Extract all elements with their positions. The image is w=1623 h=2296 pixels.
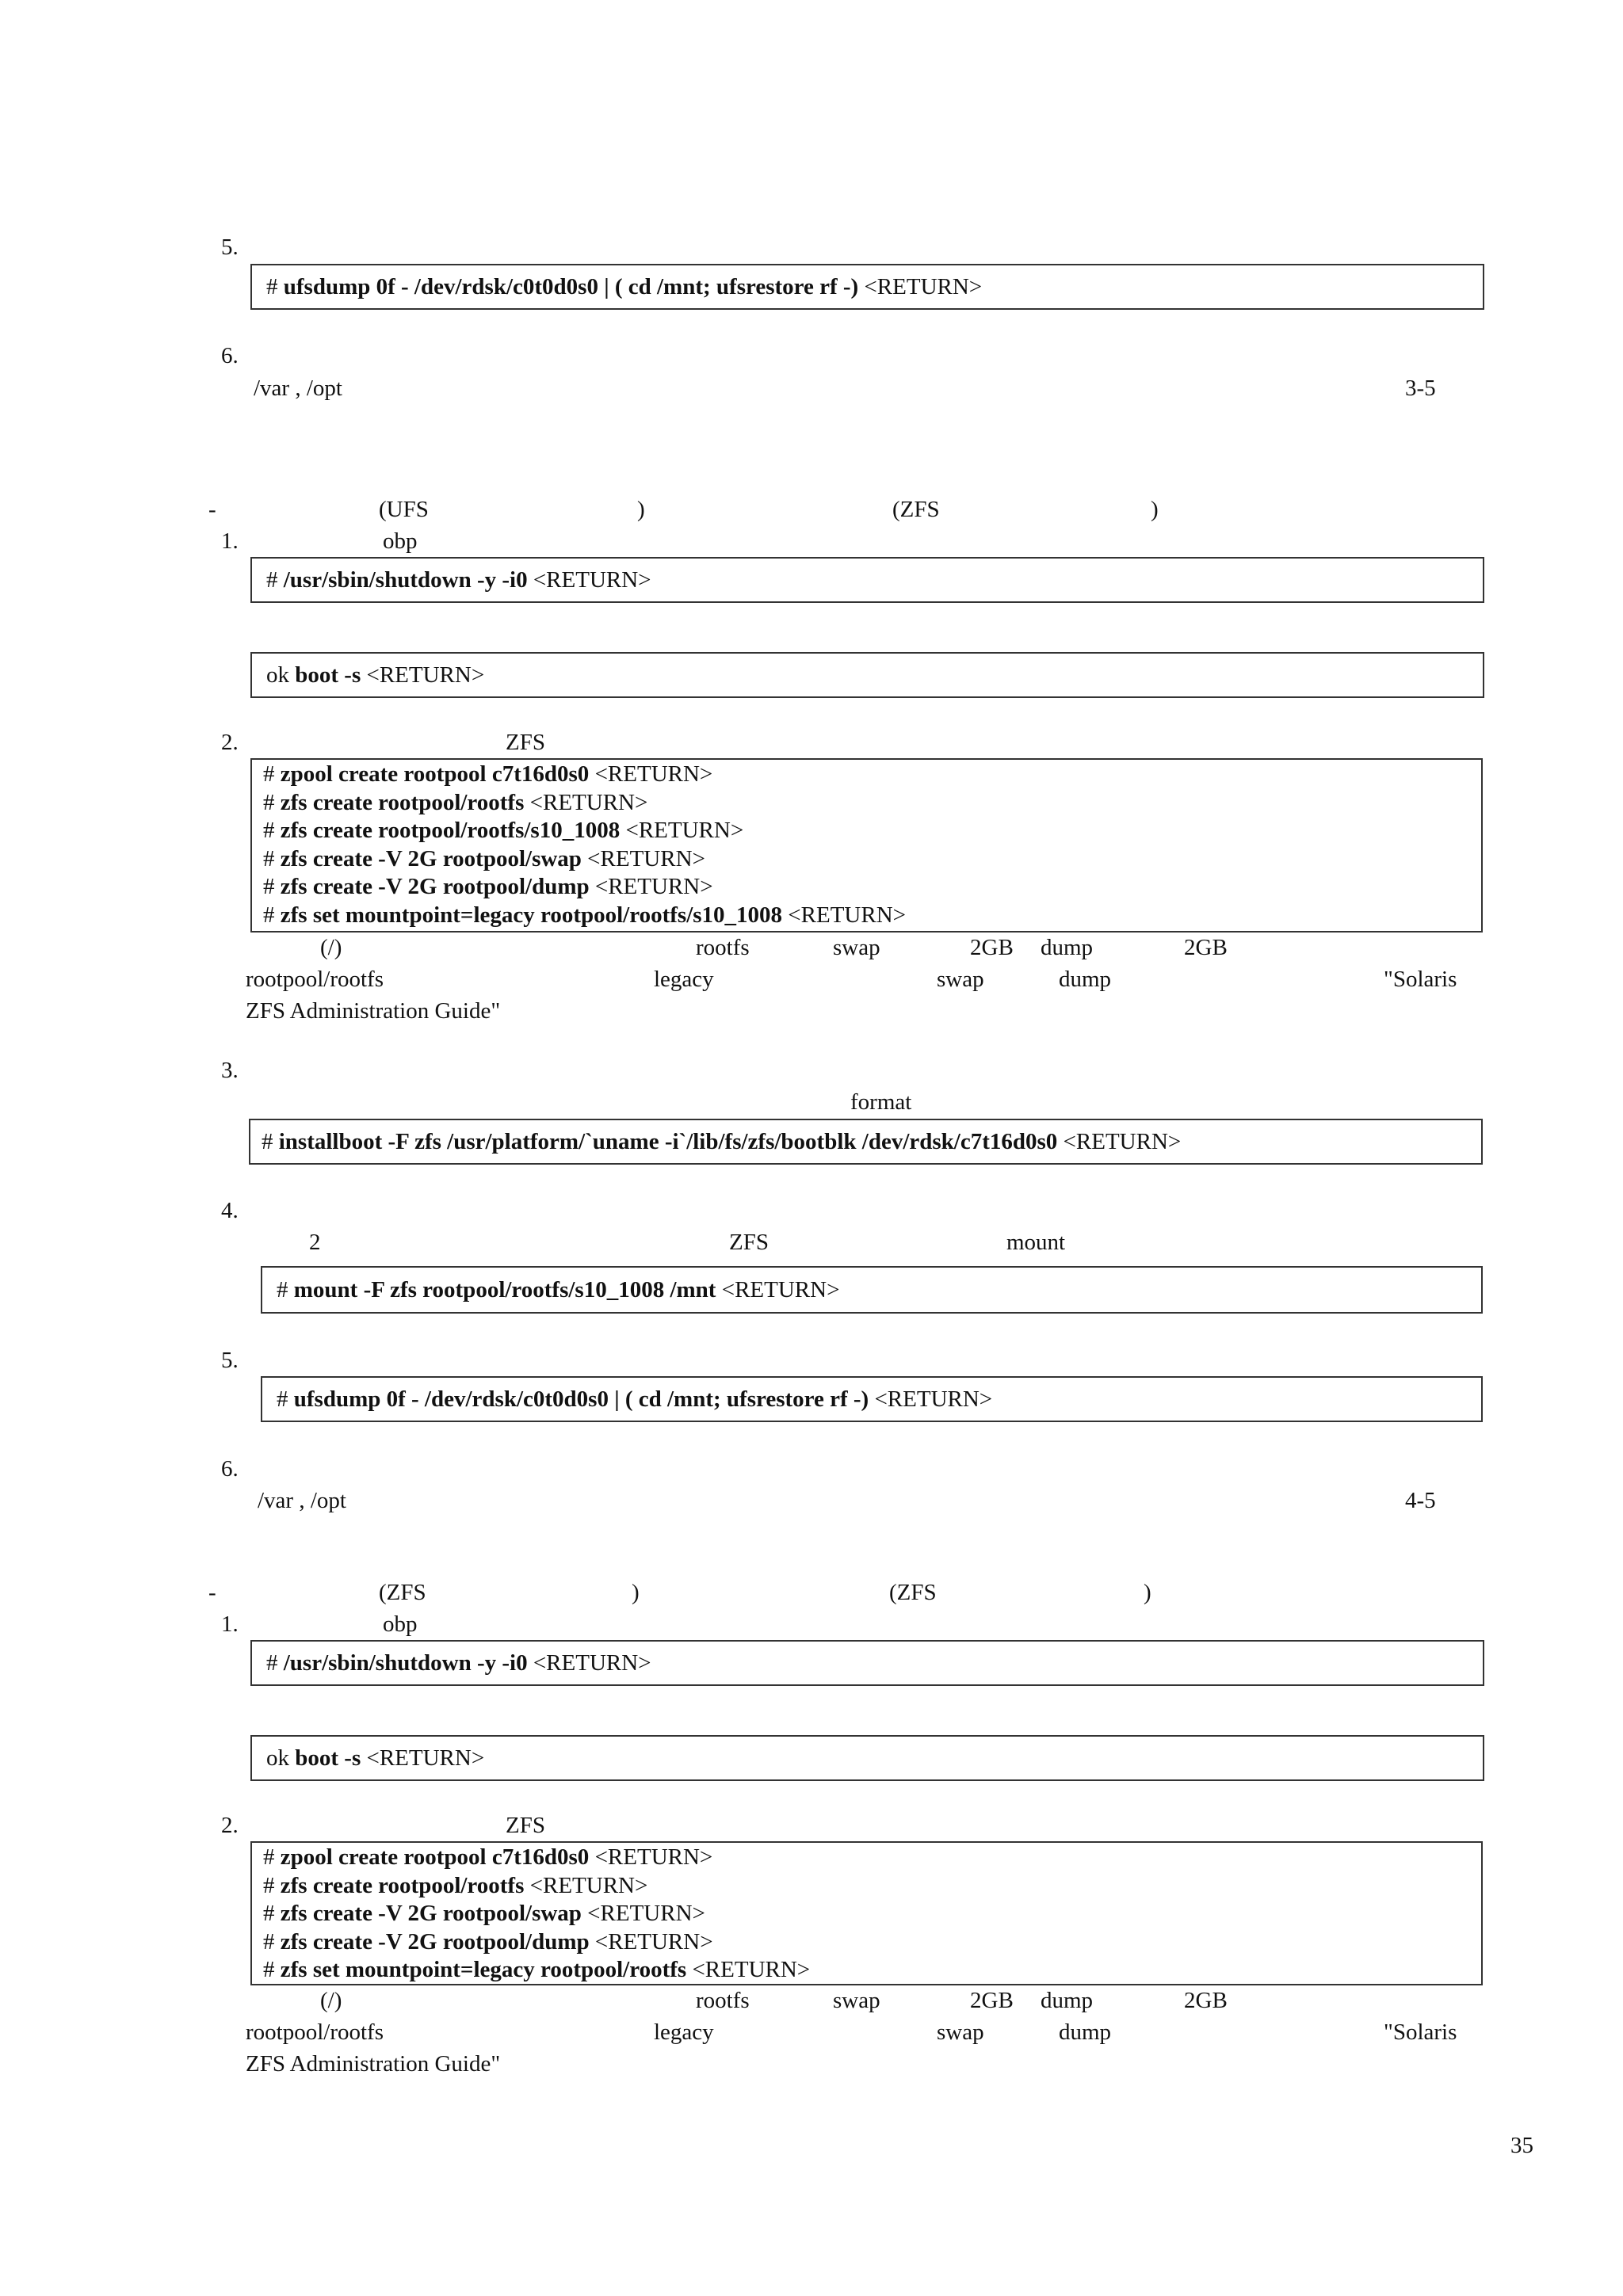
note-text: 2GB (970, 935, 1014, 960)
note-text: dump (1059, 967, 1112, 992)
note-text: dump (1059, 2019, 1112, 2045)
note-text: ZFS Administration Guide" (246, 998, 501, 1024)
return-key: <RETURN> (527, 567, 651, 593)
command-block (250, 758, 1483, 933)
command-text: /usr/sbin/shutdown -y -i0 (283, 1650, 528, 1676)
command-line: # zfs create -V 2G rootpool/dump <RETURN> (263, 874, 713, 899)
heading-paren: ) (1151, 497, 1159, 522)
note-text: rootpool/rootfs (246, 2019, 384, 2045)
prompt: # (277, 1386, 294, 1412)
command-line: # zfs create rootpool/rootfs/s10_1008 <RETURN> (263, 818, 744, 843)
note-text: "Solaris (1384, 967, 1457, 992)
command-text: mount -F zfs rootpool/rootfs/s10_1008 /mnt (293, 1277, 716, 1302)
command-text: boot -s (295, 1745, 361, 1771)
return-key: <RETURN> (361, 662, 485, 688)
return-key: <RETURN> (527, 1650, 651, 1676)
command-box (261, 1376, 1483, 1422)
note-text: swap (937, 2019, 984, 2045)
step-label: ZFS (506, 730, 545, 755)
heading-paren: ) (632, 1580, 640, 1605)
reference-text: 3-5 (1405, 376, 1436, 401)
prompt: ok (266, 1745, 296, 1771)
command-line: # zfs create -V 2G rootpool/swap <RETURN> (263, 1901, 705, 1926)
step-number: 3. (221, 1058, 239, 1083)
path-text: /var , /opt (254, 376, 342, 401)
note-text: (/) (320, 935, 342, 960)
note-text: swap (833, 1988, 880, 2013)
step-number: 6. (221, 1456, 239, 1482)
step-number: 2. (221, 730, 239, 755)
heading-from: (UFS (379, 497, 429, 522)
section-dash: - (208, 1580, 216, 1605)
section-dash: - (208, 497, 216, 522)
heading-from: (ZFS (379, 1580, 426, 1605)
path-text: /var , /opt (258, 1488, 346, 1513)
command-box (250, 557, 1484, 603)
prompt: # (277, 1277, 294, 1302)
page-number: 35 (1510, 2133, 1533, 2158)
step-label: format (850, 1089, 912, 1115)
note-text: legacy (654, 2019, 714, 2045)
note-text: 2GB (970, 1988, 1014, 2013)
step-number: 1. (221, 1611, 239, 1637)
command-box (250, 1735, 1484, 1781)
step-number: 4. (221, 1198, 239, 1223)
command-text: boot -s (295, 662, 361, 688)
note-text: 2GB (1184, 935, 1228, 960)
step-number: 6. (221, 343, 239, 368)
note-text: swap (937, 967, 984, 992)
command-text: /usr/sbin/shutdown -y -i0 (283, 567, 528, 593)
note-text: ZFS Administration Guide" (246, 2051, 501, 2077)
step-number: 5. (221, 235, 239, 260)
command-box (250, 652, 1484, 698)
command-line: # zfs set mountpoint=legacy rootpool/rootfs <RETURN> (263, 1957, 811, 1982)
note-text: dump (1041, 935, 1094, 960)
command-line: # zfs set mountpoint=legacy rootpool/rootfs/s10_1008 <RETURN> (263, 902, 907, 928)
note-text: dump (1041, 1988, 1094, 2013)
prompt: # (266, 274, 284, 299)
command-line: # zpool create rootpool c7t16d0s0 <RETURN> (263, 1844, 713, 1870)
command-box (249, 1119, 1483, 1165)
command-text: installboot -F zfs /usr/platform/`uname -i`/lib/fs/zfs/bootblk /dev/rdsk/c7t16d0s0 (278, 1129, 1058, 1154)
reference-text: 4-5 (1405, 1488, 1436, 1513)
prompt: # (262, 1129, 279, 1154)
command-box (261, 1266, 1483, 1314)
command-box (250, 264, 1484, 310)
heading-to: (ZFS (889, 1580, 937, 1605)
command-text: ufsdump 0f - /dev/rdsk/c0t0d0s0 | ( cd /mnt; ufsrestore rf -) (283, 274, 859, 299)
command-line: # zfs create -V 2G rootpool/swap <RETURN> (263, 845, 705, 871)
return-key: <RETURN> (716, 1277, 840, 1302)
command-line: # zfs create rootpool/rootfs <RETURN> (263, 1872, 648, 1898)
step-label: obp (383, 1611, 418, 1637)
step-text: 2 (309, 1230, 321, 1255)
prompt: # (266, 567, 284, 593)
command-line: # zfs create rootpool/rootfs <RETURN> (263, 789, 648, 815)
step-number: 2. (221, 1813, 239, 1838)
note-text: rootfs (696, 1988, 750, 2013)
return-key: <RETURN> (858, 274, 983, 299)
note-text: rootpool/rootfs (246, 967, 384, 992)
step-label: obp (383, 528, 418, 554)
note-text: 2GB (1184, 1988, 1228, 2013)
note-text: swap (833, 935, 880, 960)
prompt: # (266, 1650, 284, 1676)
heading-paren: ) (637, 497, 645, 522)
command-text: ufsdump 0f - /dev/rdsk/c0t0d0s0 | ( cd /mnt; ufsrestore rf -) (293, 1386, 869, 1412)
return-key: <RETURN> (869, 1386, 993, 1412)
command-box (250, 1640, 1484, 1686)
prompt: ok (266, 662, 296, 688)
return-key: <RETURN> (1057, 1129, 1182, 1154)
command-line: # zpool create rootpool c7t16d0s0 <RETURN> (263, 761, 713, 787)
step-text: ZFS (729, 1230, 769, 1255)
heading-paren: ) (1144, 1580, 1151, 1605)
step-number: 1. (221, 528, 239, 554)
note-text: rootfs (696, 935, 750, 960)
step-number: 5. (221, 1348, 239, 1373)
heading-to: (ZFS (892, 497, 940, 522)
command-line: # zfs create -V 2G rootpool/dump <RETURN> (263, 1928, 713, 1955)
note-text: (/) (320, 1988, 342, 2013)
note-text: legacy (654, 967, 714, 992)
note-text: "Solaris (1384, 2019, 1457, 2045)
step-label: ZFS (506, 1813, 545, 1838)
return-key: <RETURN> (361, 1745, 485, 1771)
step-text: mount (1006, 1230, 1066, 1255)
command-block (250, 1841, 1483, 1985)
